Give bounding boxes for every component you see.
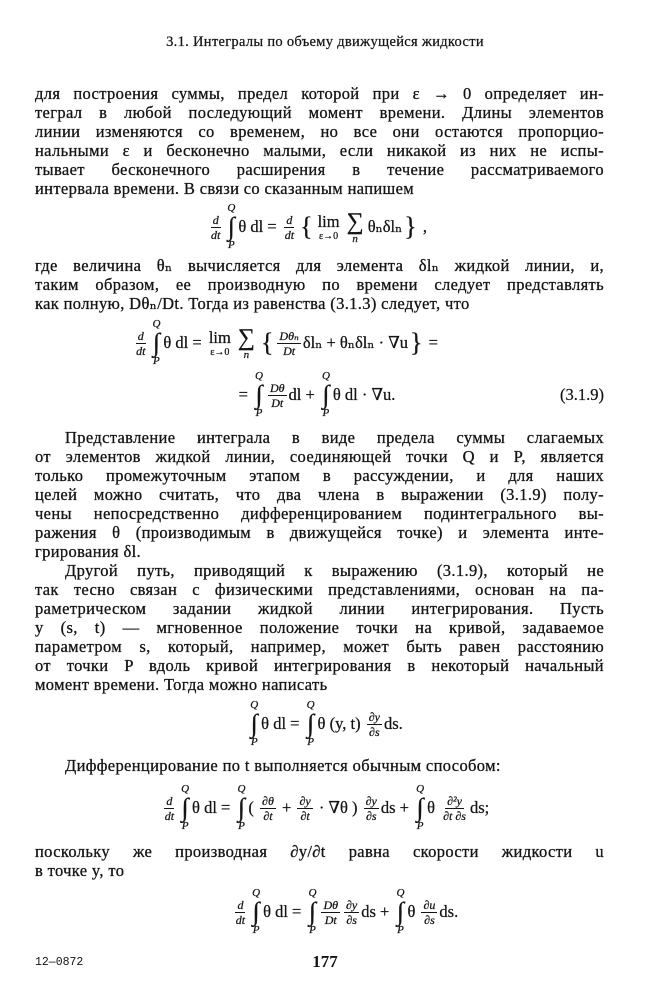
sum-sign: ∑ <box>237 324 255 351</box>
fraction <box>260 794 276 823</box>
text-line: для построения суммы, предел которой при ε → 0 определяет ин- <box>35 84 604 103</box>
denominator: dt <box>284 227 295 242</box>
sum <box>238 326 255 361</box>
denominator: Dt <box>271 395 284 410</box>
numerator: d <box>137 328 144 343</box>
numerator: ∂y <box>346 897 358 912</box>
denominator: dt <box>211 227 221 242</box>
fraction <box>367 710 382 739</box>
brace: } <box>404 212 417 241</box>
integral <box>152 319 160 367</box>
upper-limit: Q <box>237 783 246 795</box>
running-header: 3.1. Интегралы по объему движущейся жидкости <box>166 34 484 50</box>
text-line: только промежуточным этапом в рассуждении, и для наших <box>35 466 604 485</box>
integral <box>181 784 189 832</box>
text-line: поскольку же производная ∂y/∂t равна скорости жидкости u <box>35 842 604 861</box>
formula-term: θ <box>427 798 440 817</box>
text-line: Другой путь, приводящий к выражению (3.1.9), который не <box>65 561 604 580</box>
lower-limit: P <box>416 820 424 832</box>
formula <box>0 780 650 836</box>
numerator: ∂y <box>299 793 311 808</box>
text-line: параметром s, который, например, может быть равен расстоянию <box>35 637 604 656</box>
integral <box>227 203 235 251</box>
integral-sign: ∫ <box>396 897 405 926</box>
integral <box>416 784 424 832</box>
text-line: таким образом, ее производную по времени следует представлять <box>35 275 604 294</box>
formula-term: ds. <box>439 902 459 921</box>
fraction <box>163 794 176 823</box>
formula-term: · ∇θ ) <box>314 798 362 817</box>
numerator: Dθ <box>323 897 338 912</box>
lower-limit: P <box>238 820 245 832</box>
numerator: ∂y <box>365 793 377 808</box>
upper-limit: Q <box>308 887 317 899</box>
lower-limit: P <box>181 820 189 832</box>
upper-limit: Q <box>306 699 315 711</box>
formula-term: θ dl = <box>163 333 206 352</box>
text-line: нальными ε и бесконечно малыми, если никакой из них не испы- <box>35 141 604 160</box>
formula-term: θ <box>407 902 420 921</box>
upper-limit: Q <box>396 887 405 899</box>
fraction <box>421 898 437 927</box>
equation-number: (3.1.9) <box>560 385 604 404</box>
integral <box>308 888 316 936</box>
denominator: ∂t <box>300 808 310 823</box>
formula-term: ( <box>248 798 259 817</box>
denominator: dt <box>164 808 175 823</box>
lim-word: lim <box>208 328 231 347</box>
integral-sign: ∫ <box>308 897 317 926</box>
formula-term: ds. <box>383 714 403 733</box>
formula-term: = <box>424 333 438 352</box>
formula-term: ds + <box>380 798 414 817</box>
paragraph <box>35 842 604 880</box>
brace: { <box>260 328 274 357</box>
lower-limit: P <box>252 924 260 936</box>
integral-sign: ∫ <box>255 380 263 409</box>
numerator: ∂y <box>368 709 380 724</box>
formula-term: , <box>418 217 427 236</box>
text-line: тывает бесконечного расширения в течение рассматриваемого <box>35 160 604 179</box>
paragraph <box>35 428 604 694</box>
denominator: ∂s <box>346 912 357 927</box>
text-line: от элементов жидкой линии, соединяющей точки Q и P, является <box>35 447 604 466</box>
upper-limit: Q <box>255 370 263 382</box>
text-line: чены непосредственно дифференцированием подинтегрального вы- <box>35 504 604 523</box>
formula-term: θ (y, t) <box>317 714 365 733</box>
text-line: как полную, Dθₙ/Dt. Тогда из равенства (3.1.3) следует, что <box>35 294 470 313</box>
formula-term: θ dl · ∇u. <box>332 385 396 404</box>
upper-limit: Q <box>252 887 261 899</box>
text-line: ражения θ (производимым в движущейся точке) и элемента инте- <box>35 523 604 542</box>
integral-sign: ∫ <box>307 709 315 738</box>
lower-limit: P <box>250 736 258 748</box>
fraction <box>441 794 468 823</box>
numerator: d <box>286 212 293 227</box>
fraction <box>321 898 340 927</box>
formula-term: θₙδlₙ <box>367 217 403 236</box>
lower-limit: P <box>307 736 314 748</box>
denominator: ∂s <box>369 724 380 739</box>
text-line: в точке y, то <box>35 861 125 880</box>
integral-sign: ∫ <box>152 328 160 357</box>
fraction <box>344 898 359 927</box>
formula <box>0 202 642 252</box>
upper-limit: Q <box>152 318 161 330</box>
text-line: раметрическом задании жидкой линии интегрирования. Пусть <box>35 599 604 618</box>
integral <box>307 700 315 748</box>
fraction <box>297 794 312 823</box>
numerator: d <box>166 793 173 808</box>
text-line: целей можно считать, что два члена в выражении (3.1.9) полу- <box>35 485 604 504</box>
limit <box>318 212 340 242</box>
upper-limit: Q <box>321 370 330 382</box>
formula <box>20 886 650 938</box>
formula-term: ds + <box>361 902 394 921</box>
numerator: d <box>237 897 244 912</box>
text-line: y (s, t) — мгновенное положение точки на кривой, задаваемое <box>35 618 604 637</box>
upper-limit: Q <box>181 783 190 795</box>
upper-limit: Q <box>250 699 259 711</box>
text-line: теграл в любой последующий момент времени. Длины элементов <box>35 103 604 122</box>
upper-limit: Q <box>416 783 425 795</box>
formula-term: δlₙ + θₙδlₙ · ∇u <box>302 333 408 352</box>
brace: { <box>300 212 313 241</box>
integral-sign: ∫ <box>250 709 258 738</box>
numerator: d <box>212 212 219 227</box>
lower-limit: P <box>227 239 235 251</box>
integral <box>255 371 263 419</box>
lower-limit: P <box>322 407 330 419</box>
integral-sign: ∫ <box>181 793 189 822</box>
paragraph <box>35 256 604 313</box>
integral <box>322 371 330 419</box>
text-line: где величина θₙ вычисляется для элемента δlₙ жидкой линии, и, <box>35 256 604 275</box>
integral <box>397 888 405 936</box>
lower-limit: P <box>255 407 263 419</box>
denominator: Dt <box>324 912 337 927</box>
fraction <box>209 213 222 242</box>
integral <box>237 784 245 832</box>
integral <box>250 700 258 748</box>
text-line: Дифференцирование по t выполняется обычным способом: <box>65 756 501 775</box>
integral-sign: ∫ <box>252 897 260 926</box>
integral-sign: ∫ <box>227 212 235 241</box>
fraction <box>283 213 296 242</box>
upper-limit: Q <box>227 202 236 214</box>
paragraph <box>35 84 604 198</box>
limit <box>209 328 231 358</box>
formula <box>0 698 650 750</box>
text-line: линии изменяются со временем, но все они остаются пропорцио- <box>35 122 604 141</box>
formula <box>0 370 642 420</box>
sum <box>347 210 364 245</box>
sum-index: n <box>352 232 358 245</box>
lower-limit: P <box>309 924 316 936</box>
text-line: грирования δl. <box>35 542 142 561</box>
text-line: так тесно связан с физическими представлениями, основан на па- <box>35 580 604 599</box>
text-line: от точки P вдоль кривой интегрирования в некоторый начальный <box>35 656 604 675</box>
lower-limit: P <box>153 355 160 367</box>
formula-term: θ dl = <box>238 217 281 236</box>
page-number: 177 <box>312 952 338 971</box>
integral-sign: ∫ <box>416 793 424 822</box>
paragraph <box>35 756 604 775</box>
denominator: ∂s <box>365 808 377 823</box>
denominator: dt <box>136 343 146 358</box>
lim-subscript: ε→0 <box>210 347 230 358</box>
formula-term: θ dl = <box>261 714 304 733</box>
numerator: ∂θ <box>262 793 274 808</box>
equation-number-row <box>560 370 604 420</box>
formula <box>0 318 610 368</box>
formula-term: θ dl = <box>263 902 306 921</box>
integral-sign: ∫ <box>237 793 245 822</box>
denominator: ∂t <box>263 808 273 823</box>
brace: } <box>409 328 423 357</box>
integral <box>252 888 260 936</box>
sum-sign: ∑ <box>346 208 364 235</box>
fraction <box>268 381 287 410</box>
formula-term: ds; <box>469 798 490 817</box>
denominator: Dt <box>283 343 296 358</box>
lim-word: lim <box>317 212 340 231</box>
formula-term: θ dl = <box>192 798 235 817</box>
formula-term: dl + <box>288 385 319 404</box>
text-line: момент времени. Тогда можно написать <box>35 675 328 694</box>
formula-term: = <box>238 385 253 404</box>
denominator: ∂t ∂s <box>443 808 466 823</box>
sum-index: n <box>243 348 250 361</box>
fraction <box>364 794 379 823</box>
formula-term: + <box>277 798 296 817</box>
fraction <box>277 329 300 358</box>
lower-limit: P <box>397 924 404 936</box>
text-line: интервала времени. В связи со сказанным напишем <box>35 179 415 198</box>
integral-sign: ∫ <box>322 380 330 409</box>
denominator: dt <box>235 912 246 927</box>
numerator: ∂u <box>423 897 436 912</box>
text-line: Представление интеграла в виде предела суммы слагаемых <box>65 428 604 447</box>
numerator: ∂²y <box>447 793 462 808</box>
lim-subscript: ε→0 <box>318 231 339 242</box>
printer-signature: 12—0872 <box>35 956 84 969</box>
denominator: ∂s <box>424 912 435 927</box>
numerator: Dθ <box>269 380 285 395</box>
fraction <box>234 898 247 927</box>
fraction <box>134 329 147 358</box>
numerator: Dθₙ <box>279 328 299 343</box>
